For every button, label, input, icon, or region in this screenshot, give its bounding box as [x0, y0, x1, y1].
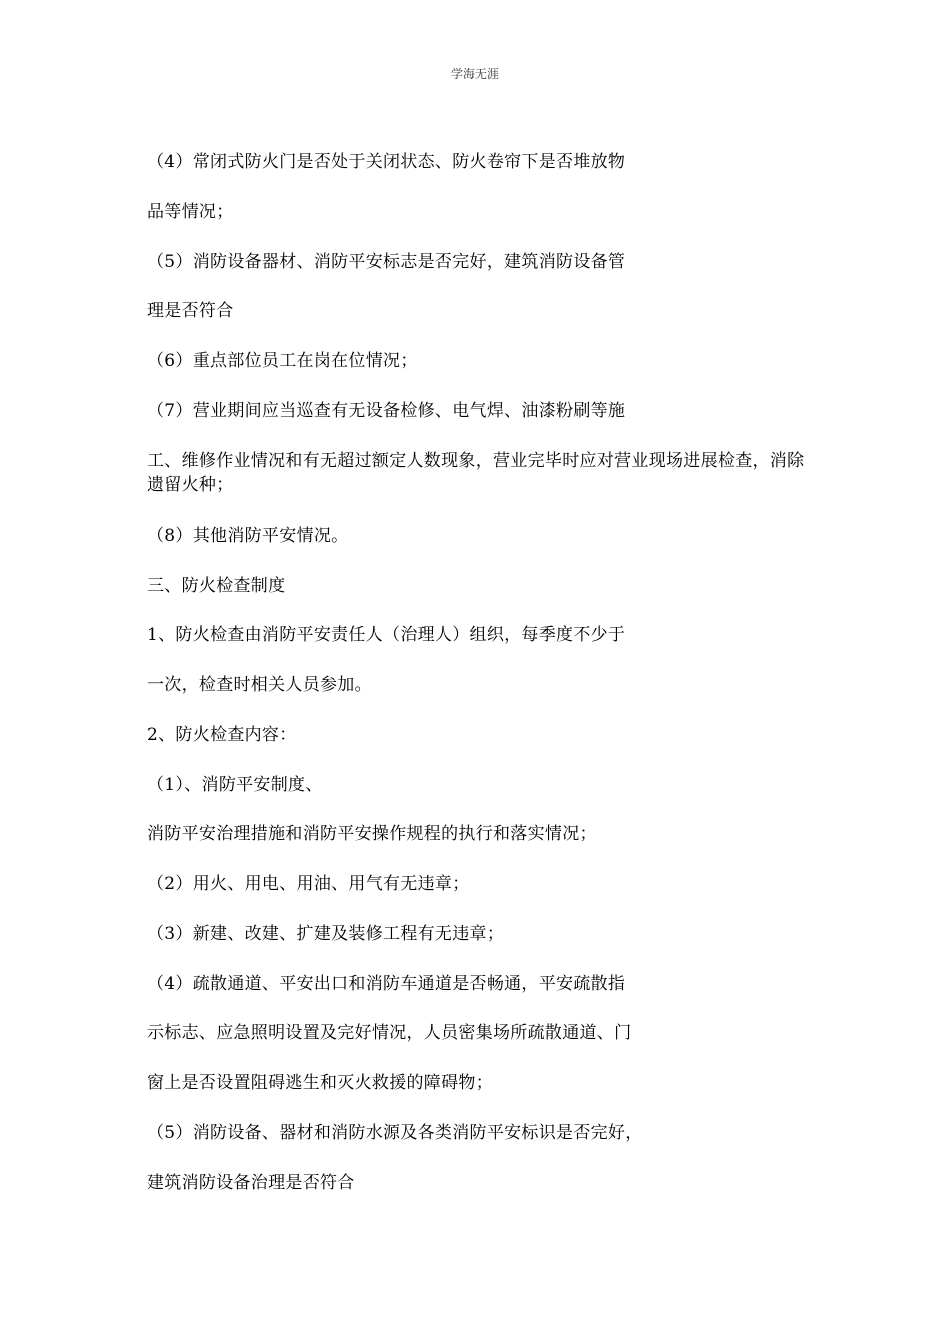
- paragraph-line: （3）新建、改建、扩建及装修工程有无违章；: [147, 924, 505, 944]
- paragraph-line: （2）用火、用电、用油、用气有无违章；: [147, 874, 470, 894]
- paragraph-line: （6）重点部位员工在岗在位情况；: [147, 351, 418, 371]
- paragraph-line: 窗上是否设置阻碍逃生和灭火救援的障碍物；: [147, 1073, 493, 1093]
- section-heading: 三、防火检查制度: [147, 576, 286, 596]
- paragraph-line: （4）疏散通道、平安出口和消防车通道是否畅通，平安疏散指: [147, 974, 626, 994]
- paragraph-line: 示标志、应急照明设置及完好情况，人员密集场所疏散通道、门: [147, 1023, 632, 1043]
- paragraph-line: 品等情况；: [147, 202, 234, 222]
- paragraph-line: 2、防火检查内容：: [147, 725, 297, 745]
- page-header: 学海无涯: [450, 67, 499, 81]
- paragraph-line: 消防平安治理措施和消防平安操作规程的执行和落实情况；: [147, 824, 597, 844]
- paragraph-line: 工、维修作业情况和有无超过额定人数现象，营业完毕时应对营业现场进展检查，消除遗留火种；: [147, 451, 805, 495]
- paragraph-line: （4）常闭式防火门是否处于关闭状态、防火卷帘下是否堆放物: [147, 152, 626, 172]
- paragraph-line: （5）消防设备器材、消防平安标志是否完好，建筑消防设备管: [147, 252, 626, 272]
- paragraph-line: 建筑消防设备治理是否符合: [147, 1173, 355, 1193]
- paragraph-line: （7）营业期间应当巡查有无设备检修、电气焊、油漆粉刷等施: [147, 401, 626, 421]
- paragraph-line: （1）、消防平安制度、: [147, 775, 323, 795]
- paragraph-line: 一次，检查时相关人员参加。: [147, 675, 372, 695]
- paragraph-line: 理是否符合: [147, 301, 234, 321]
- paragraph-line: （8）其他消防平安情况。: [147, 526, 349, 546]
- paragraph-line: （5）消防设备、器材和消防水源及各类消防平安标识是否完好，: [147, 1123, 643, 1143]
- paragraph-line: 1、防火检查由消防平安责任人（治理人）组织，每季度不少于: [147, 625, 626, 645]
